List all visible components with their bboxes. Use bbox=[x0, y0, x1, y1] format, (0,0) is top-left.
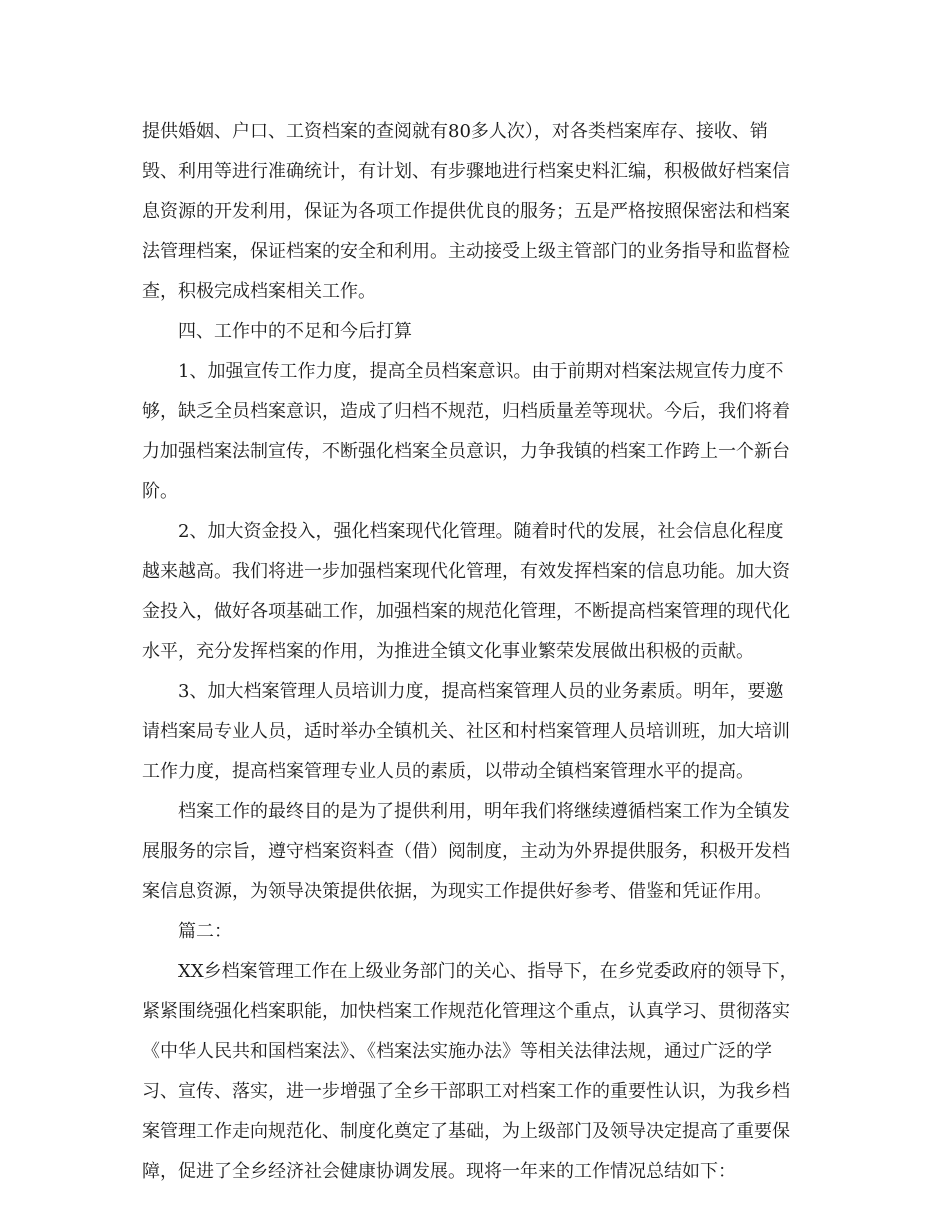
text-line: XX乡档案管理工作在上级业务部门的关心、指导下，在乡党委政府的领导下， bbox=[178, 961, 798, 982]
text-line: 息资源的开发利用，保证为各项工作提供优良的服务；五是严格按照保密法和档案 bbox=[142, 201, 790, 222]
text-line: 水平，充分发挥档案的作用，为推进全镇文化事业繁荣发展做出积极的贡献。 bbox=[142, 641, 754, 662]
text-line: 金投入，做好各项基础工作，加强档案的规范化管理，不断提高档案管理的现代化 bbox=[142, 601, 790, 622]
text-line: 提供婚姻、户口、工资档案的查阅就有80多人次），对各类档案库存、接收、销 bbox=[142, 121, 768, 142]
text-line: 案信息资源，为领导决策提供依据，为现实工作提供好参考、借鉴和凭证作用。 bbox=[142, 881, 772, 902]
text-line: 展服务的宗旨，遵守档案资料查（借）阅制度，主动为外界提供服务，积极开发档 bbox=[142, 841, 790, 862]
section-heading: 篇二： bbox=[178, 921, 232, 942]
text-line: 越来越高。我们将进一步加强档案现代化管理，有效发挥档案的信息功能。加大资 bbox=[142, 561, 790, 582]
text-line: 阶。 bbox=[142, 481, 178, 502]
text-line: 力加强档案法制宣传，不断强化档案全员意识，力争我镇的档案工作跨上一个新台 bbox=[142, 441, 790, 462]
text-line: 案管理工作走向规范化、制度化奠定了基础，为上级部门及领导决定提高了重要保 bbox=[142, 1121, 790, 1142]
text-line: 毁、利用等进行准确统计，有计划、有步骤地进行档案史料汇编，积极做好档案信 bbox=[142, 161, 790, 182]
text-line: 请档案局专业人员，适时举办全镇机关、社区和村档案管理人员培训班，加大培训 bbox=[142, 721, 790, 742]
text-line: 《中华人民共和国档案法》、《档案法实施办法》等相关法律法规，通过广泛的学 bbox=[142, 1041, 772, 1062]
text-line: 法管理档案，保证档案的安全和利用。主动接受上级主管部门的业务指导和监督检 bbox=[142, 241, 790, 262]
text-line: 档案工作的最终目的是为了提供利用，明年我们将继续遵循档案工作为全镇发 bbox=[178, 801, 790, 822]
text-line: 工作力度，提高档案管理专业人员的素质，以带动全镇档案管理水平的提高。 bbox=[142, 761, 754, 782]
text-line: 3、加大档案管理人员培训力度，提高档案管理人员的业务素质。明年，要邀 bbox=[178, 681, 784, 702]
section-heading: 四、工作中的不足和今后打算 bbox=[178, 321, 412, 342]
text-line: 障，促进了全乡经济社会健康协调发展。现将一年来的工作情况总结如下： bbox=[142, 1161, 736, 1182]
text-line: 1、加强宣传工作力度，提高全员档案意识。由于前期对档案法规宣传力度不 bbox=[178, 361, 784, 382]
text-line: 习、宣传、落实，进一步增强了全乡干部职工对档案工作的重要性认识，为我乡档 bbox=[142, 1081, 790, 1102]
text-line: 2、加大资金投入，强化档案现代化管理。随着时代的发展，社会信息化程度 bbox=[178, 521, 784, 542]
document-body bbox=[142, 112, 814, 1192]
text-line: 够，缺乏全员档案意识，造成了归档不规范，归档质量差等现状。今后，我们将着 bbox=[142, 401, 790, 422]
text-line: 查，积极完成档案相关工作。 bbox=[142, 281, 376, 302]
text-line: 紧紧围绕强化档案职能，加快档案工作规范化管理这个重点，认真学习、贯彻落实 bbox=[142, 1001, 790, 1022]
